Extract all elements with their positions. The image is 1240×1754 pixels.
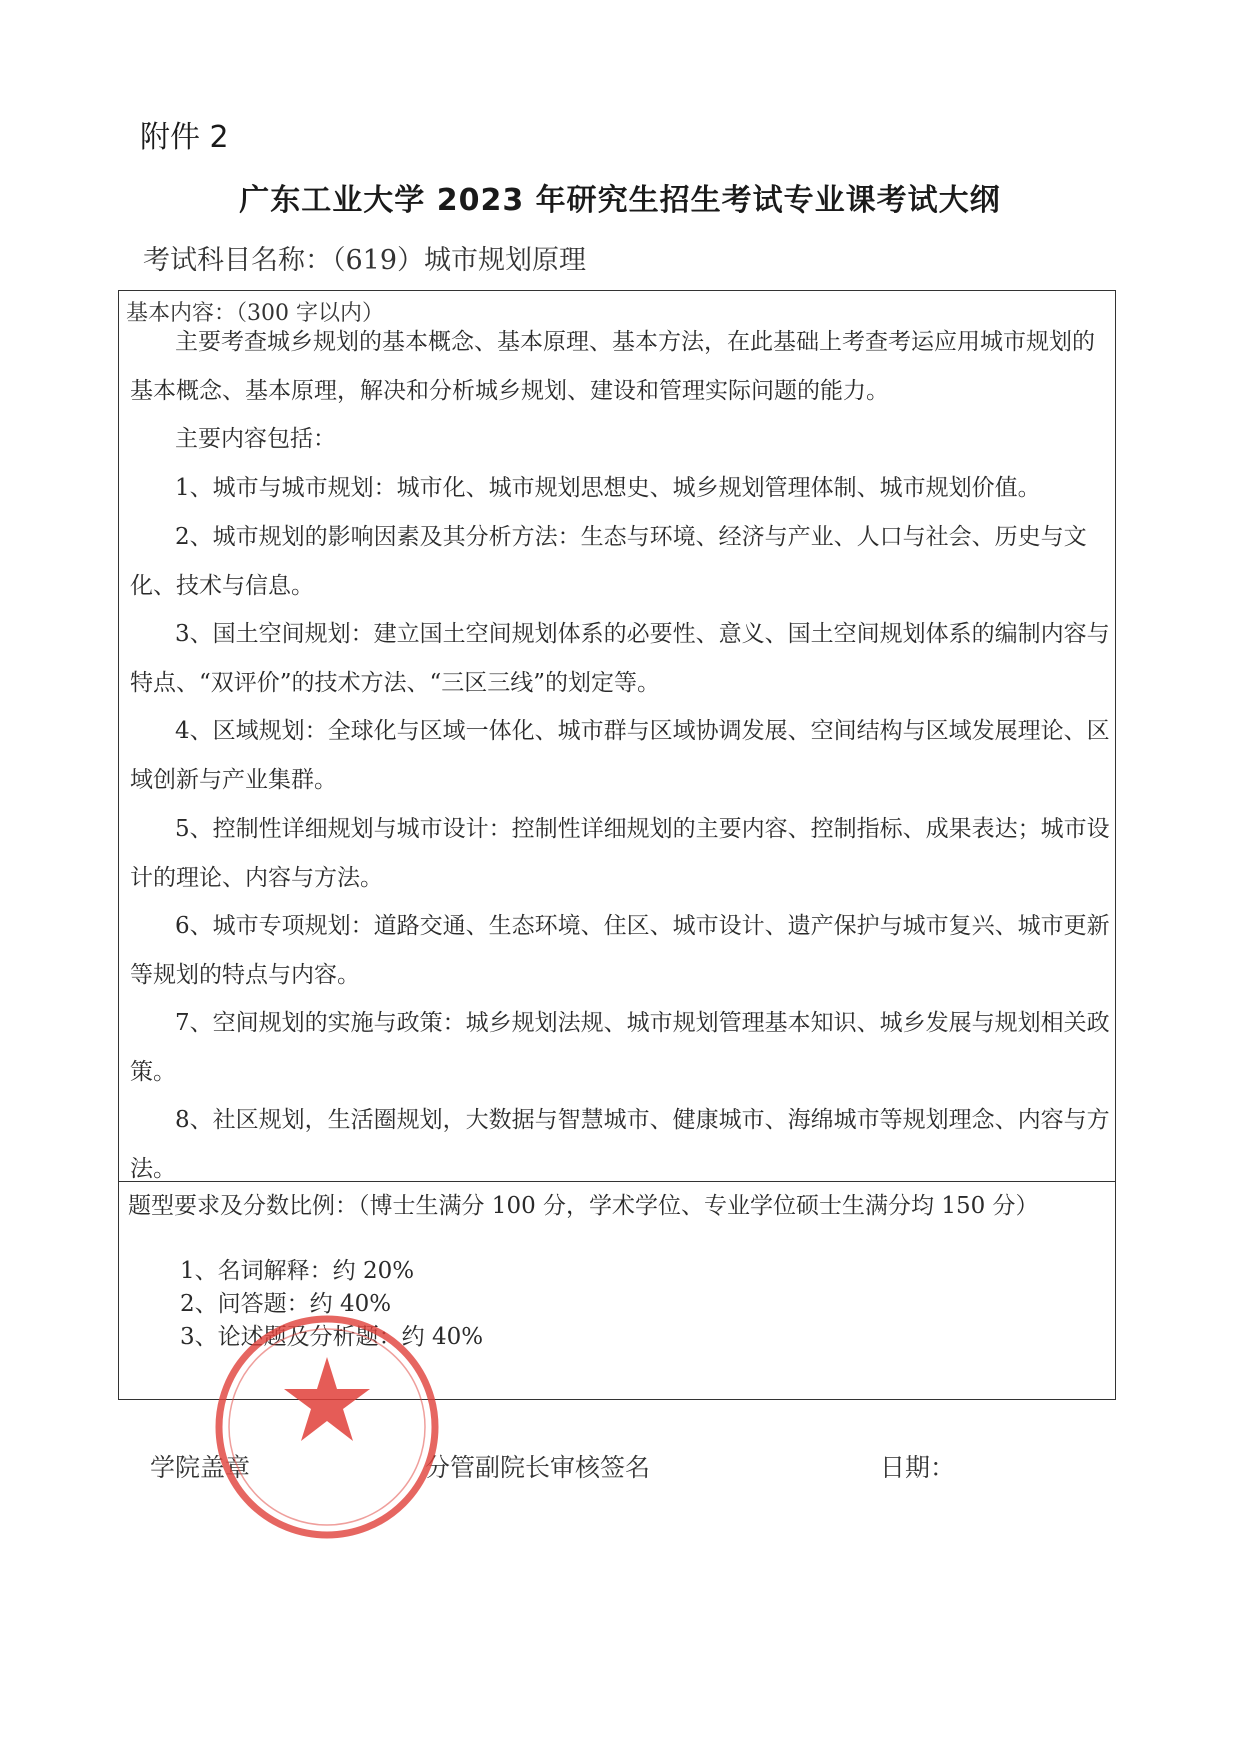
content-item: 8、社区规划，生活圈规划，大数据与智慧城市、健康城市、海绵城市等规划理念、内容与方法。 — [130, 1107, 1110, 1182]
content-item: 5、控制性详细规划与城市设计：控制性详细规划的主要内容、控制指标、成果表达；城市设计的理论、内容与方法。 — [130, 816, 1110, 891]
star-icon — [284, 1357, 370, 1441]
question-type-item: 3、论述题及分析题：约 40% — [180, 1324, 484, 1350]
content-item: 4、区域规划：全球化与区域一体化、城市群与区域协调发展、空间结构与区域发展理论、区域创新与产业集群。 — [130, 718, 1110, 793]
content-item: 3、国土空间规划：建立国土空间规划体系的必要性、意义、国土空间规划体系的编制内容与特点、“双评价”的技术方法、“三区三线”的划定等。 — [130, 621, 1110, 696]
date-label: 日期： — [880, 1453, 956, 1482]
exam-subject: 考试科目名称：（619）城市规划原理 — [143, 245, 587, 276]
content-item: 7、空间规划的实施与政策：城乡规划法规、城市规划管理基本知识、城乡发展与规划相关政策。 — [130, 1010, 1110, 1085]
college-seal-label: 学院盖章 — [150, 1453, 251, 1482]
vice-dean-signature-label: 分管副院长审核签名 — [425, 1453, 651, 1482]
question-types-heading: 题型要求及分数比例：（博士生满分 100 分，学术学位、专业学位硕士生满分均 150 分） — [128, 1193, 1039, 1219]
content-heading: 基本内容：（300 字以内） — [126, 301, 384, 326]
content-item: 1、城市与城市规划：城市化、城市规划思想史、城乡规划管理体制、城市规划价值。 — [175, 475, 1041, 501]
question-type-item: 1、名词解释：约 20% — [180, 1258, 415, 1284]
content-includes-label: 主要内容包括： — [175, 426, 336, 452]
question-type-item: 2、问答题：约 40% — [180, 1291, 392, 1317]
content-item: 6、城市专项规划：道路交通、生态环境、住区、城市设计、遗产保护与城市复兴、城市更新等规划的特点与内容。 — [130, 913, 1110, 988]
official-seal-stamp — [212, 1312, 442, 1542]
content-item: 2、城市规划的影响因素及其分析方法：生态与环境、经济与产业、人口与社会、历史与文化、技术与信息。 — [130, 524, 1087, 599]
attachment-label: 附件 2 — [140, 120, 229, 155]
content-intro: 主要考查城乡规划的基本概念、基本原理、基本方法，在此基础上考查考运应用城市规划的基本概念、基本原理，解决和分析城乡规划、建设和管理实际问题的能力。 — [130, 329, 1095, 404]
page-title: 广东工业大学 2023 年研究生招生考试专业课考试大纲 — [239, 183, 1001, 218]
